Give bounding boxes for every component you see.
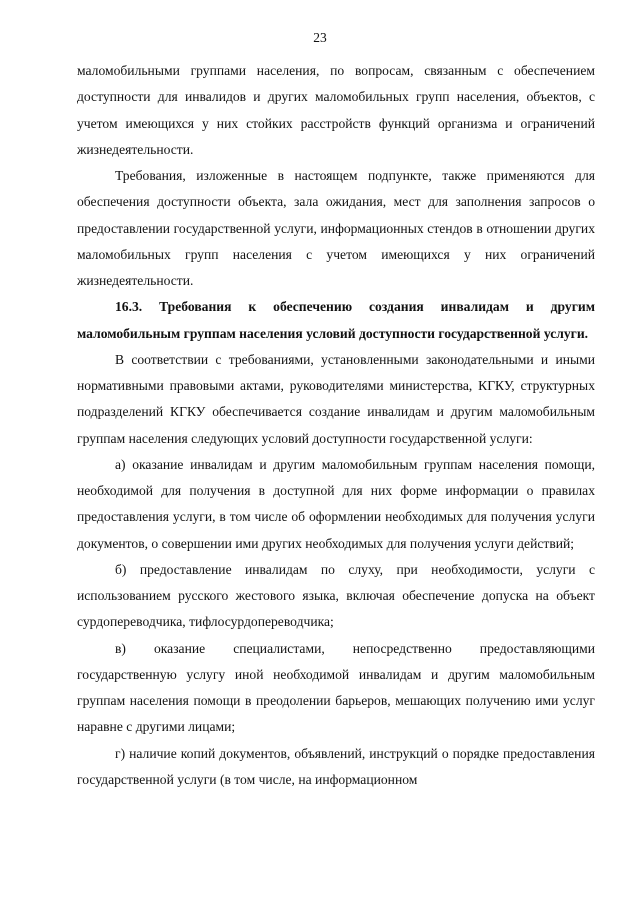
section-heading-16-3: 16.3. Требования к обеспечению создания инвалидам и другим маломобильным группам населения условий доступности государственной услуги. bbox=[77, 299, 595, 341]
list-item-c: в) оказание специалистами, непосредственно предоставляющими государственную услугу иной необходимой инвалидам и другим маломобильным группам населения помощи в преодолении барьеров, мешающих получению ими услуг наравне с другими лицами; bbox=[77, 640, 595, 735]
page-number: 23 bbox=[313, 30, 327, 45]
list-item-a: а) оказание инвалидам и другим маломобильным группам населения помощи, необходимой для получения в доступной для них форме информации о правилах предоставления услуги, в том числе об оформлении необходимых для получения услуги документов, о совершении ими других необходимых для получения услуги действий; bbox=[77, 456, 595, 551]
paragraph-requirements-application: Требования, изложенные в настоящем подпункте, также применяются для обеспечения доступности объекта, зала ожидания, мест для заполнения запросов о предоставлении государственной услуги, информационных стендов в отношении других маломобильных групп населения с учетом имеющихся у них ограничений жизнедеятельности. bbox=[77, 168, 595, 288]
paragraph-continuation: маломобильными группами населения, по вопросам, связанным с обеспечением доступности для инвалидов и других маломобильных групп населения, объектов, с учетом имеющихся у них стойких расстройств функций организма и ограничений жизнедеятельности. bbox=[77, 63, 595, 157]
list-item-b: б) предоставление инвалидам по слуху, при необходимости, услуги с использованием русского жестового языка, включая обеспечение допуска на объект сурдопереводчика, тифлосурдопереводчика; bbox=[77, 561, 595, 630]
list-item-d: г) наличие копий документов, объявлений, инструкций о порядке предоставления государственной услуги (в том числе, на информационном bbox=[77, 745, 595, 787]
document-body bbox=[77, 58, 595, 793]
paragraph-accessibility-conditions-intro: В соответствии с требованиями, установленными законодательными и иными нормативными правовыми актами, руководителями министерства, КГКУ, структурных подразделений КГКУ обеспечивается создание инвалидам и другим маломобильным группам населения следующих условий доступности государственной услуги: bbox=[77, 351, 595, 446]
